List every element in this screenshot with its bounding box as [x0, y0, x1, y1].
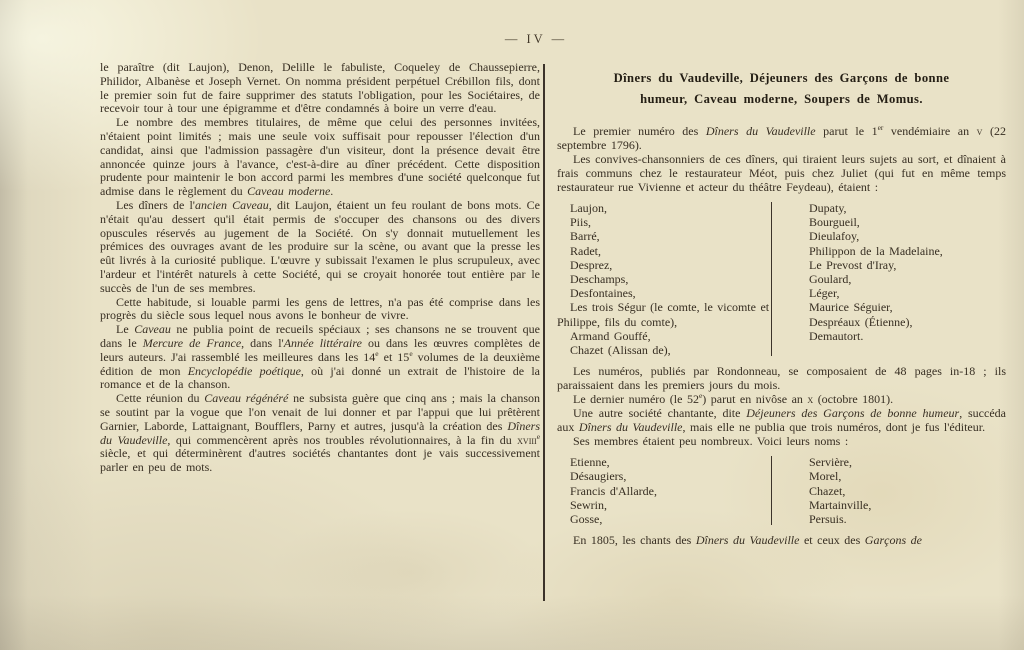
paragraph: [557, 364, 1006, 392]
right-column: [557, 68, 1006, 547]
name-item: Léger,: [809, 286, 840, 301]
text-run: Caveau: [134, 322, 171, 337]
column-divider-rule: [543, 64, 545, 601]
text-run: , dit Laujon, étaient un feu roulant de bons mots. Ce n'était qu'au dessert qu'il était permis de s'occuper des chansons ou des divers opuscules réservés au jugement de la Société. On s'y donnait mutuellement les prémices des ouvrages avant de les produire sur la scène, ou avant que la presse les eût livrés à la curiosité publique. L'œuvre y subissait l'examen le plus scrupuleux, avec l'ardeur et l'intérêt naturels à cette Société, qui se croyait honorée tout entière par le succès de l'un de ses membres.: [100, 197, 540, 295]
name-item: Laujon,: [570, 201, 607, 215]
paragraph: [557, 152, 1006, 194]
name-item: Morel,: [809, 469, 842, 484]
text-run: siècle, et qui déterminèrent d'autres sociétés chantantes dont je vais successivement parler en peu de mots.: [100, 446, 540, 475]
text-run: et 15: [378, 349, 410, 364]
name-item: Servière,: [809, 455, 852, 470]
text-run: (octobre 1801).: [813, 392, 894, 407]
text-run: ancien Caveau: [194, 197, 269, 212]
text-run: Les numéros, publiés par Rondonneau, se composaient de 48 pages in-18 ; ils paraissaient dans les premiers jours du mois.: [557, 364, 1006, 393]
text-run: Encyclopédie poétique: [187, 363, 301, 378]
name-item: Martainville,: [809, 497, 872, 512]
text-run: e: [698, 391, 703, 401]
name-list-divider-rule: [771, 456, 772, 525]
name-item: Gosse,: [570, 512, 603, 527]
text-run: Déjeuners des Garçons de bonne humeur: [746, 406, 960, 421]
paragraph: [557, 124, 1006, 152]
text-run: (22 septembre 1796).: [557, 124, 1007, 152]
text-run: parut le 1: [815, 124, 878, 138]
text-run: Le premier numéro des: [573, 124, 706, 138]
text-run: et ceux des: [799, 533, 865, 548]
name-item: Dieulafoy,: [809, 229, 860, 244]
text-run: Le nombre des membres titulaires, de même que celui des personnes invitées, n'étaient point limités ; mais une seule voix suffisait pour repousser l'élection d'un candidat, ainsi que l'admission passagère d'un visiteur, dont la présence devait être annoncée quinze jours à l'avance, c'est-à-dire au dîner précédent. Cette disposition prudente pour maintenir le bon accord parmi les membres d'une société quelconque fut admise dans le règlement du: [100, 115, 540, 199]
right-intro-paragraphs: [557, 124, 1006, 194]
right-closing-paragraph: [557, 533, 1006, 547]
diners-du-vaudeville-members-list: [557, 201, 1006, 357]
text-run: e: [375, 348, 379, 358]
name-item: Chazet (Alissan de),: [570, 343, 671, 358]
text-run: Cette réunion du: [116, 391, 205, 406]
text-run: Les convives-chansonniers de ces dîners, qui tiraient leurs sujets au sort, et dînaient à frais communs chez le restaurateur Méot, puis chez Juliet (qui fut en même temps restaurateur rue Vivienne et acteur du théâtre Feydeau), étaient :: [557, 152, 1006, 194]
text-run: er: [877, 123, 884, 132]
paragraph: [100, 323, 540, 392]
name-item: Sewrin,: [570, 497, 607, 512]
text-run: Caveau moderne: [247, 184, 331, 199]
name-list-right: [770, 201, 1006, 357]
name-item: Etienne,: [570, 455, 610, 470]
paragraph: [557, 406, 1006, 434]
name-item: Philippon de la Madelaine,: [809, 243, 943, 258]
text-run: ne subsista guère que cinq ans ; mais la chanson se soutint par la vogue que l'on venait de lui donner et par l'appui que lui prêtèrent Garnier, Laborde, Lattaignant, Boufflers, Parny et autres, jusqu'à la création des: [100, 391, 540, 433]
paragraph: [100, 392, 540, 475]
name-item: Les trois Ségur (le comte, le vicomte et Philippe, fils du comte),: [557, 300, 770, 329]
name-item: Persuis.: [809, 512, 847, 527]
text-run: Année littéraire: [283, 335, 362, 350]
paragraph: [100, 296, 540, 324]
text-run: le paraître (dit Laujon), Denon, Delille le fabuliste, Coqueley de Chaussepierre, Philidor, Albanèse et Joseph Vernet. On nomma président perpétuel Crébillon fils, dont le premier soin fut de faire supprimer des statuts l'obligation, pour les Sociétaires, de recevoir tour à tour une épigramme et d'être condamnés à boire un verre d'eau.: [100, 60, 540, 116]
name-item: Piis,: [570, 215, 592, 230]
name-item: Francis d'Allarde,: [570, 483, 657, 498]
text-run: , où j'ai donné un extrait de l'histoire de la romance et de la chanson.: [100, 363, 541, 392]
text-run: Dîners du Vaudeville: [695, 533, 800, 548]
name-item: Bourgueil,: [809, 215, 860, 230]
name-item: Désaugiers,: [570, 469, 627, 484]
name-item: Dupaty,: [809, 201, 847, 215]
name-item: Maurice Séguier,: [809, 300, 893, 315]
name-list-left: [557, 455, 770, 526]
section-heading-line1: Dîners du Vaudeville, Déjeuners des Garçons de bonne: [613, 71, 950, 85]
text-run: Cette habitude, si louable parmi les gens de lettres, n'a pas été comprise dans les progrès du siècle sous lequel nous avons le bonheur de vivre.: [100, 294, 540, 323]
name-item: Le Prevost d'Iray,: [809, 257, 897, 272]
garcons-de-bonne-humeur-members-list: [557, 455, 1006, 526]
right-middle-paragraphs: [557, 364, 1006, 448]
text-run: v: [976, 124, 983, 138]
name-item: Radet,: [570, 243, 601, 258]
name-item: Desprez,: [570, 257, 613, 272]
name-list-right: [770, 455, 1006, 526]
text-run: xviii: [517, 432, 537, 447]
text-run: ne publia point de recueils spéciaux ; ses chansons ne se trouvent que dans le: [100, 322, 540, 350]
text-run: vendémiaire an: [883, 124, 977, 138]
text-run: Le: [116, 322, 135, 337]
section-heading-line2: humeur, Caveau moderne, Soupers de Momus.: [640, 92, 923, 106]
text-run: Dîners du Vaudeville: [100, 418, 540, 447]
text-run: , qui commencèrent après nos troubles révolutionnaires, à la fin du: [167, 432, 518, 447]
text-run: , mais elle ne publia que trois numéros, dont je fus l'éditeur.: [682, 420, 986, 435]
text-run: e: [409, 348, 413, 358]
text-run: Une autre société chantante, dite: [573, 406, 747, 421]
paragraph: [100, 199, 540, 296]
name-list-left: [557, 201, 770, 357]
paragraph: [100, 116, 540, 199]
text-run: ou dans les œuvres complètes de leurs auteurs. J'ai rassemblé les meilleures dans les 14: [100, 335, 541, 364]
text-run: volumes de la deuxième édition de mon: [100, 349, 541, 378]
name-item: Despréaux (Étienne),: [809, 314, 913, 329]
paragraph: [100, 61, 540, 116]
text-run: , succéda aux: [557, 406, 1006, 435]
text-run: ) parut en nivôse an: [702, 392, 808, 407]
text-run: Les dîners de l': [116, 197, 195, 212]
name-item: Goulard,: [809, 272, 852, 287]
name-item: Barré,: [570, 229, 600, 244]
paragraph: [557, 392, 1006, 406]
text-run: En 1805, les chants des: [573, 533, 696, 548]
section-heading: [563, 68, 1000, 110]
paragraph: [557, 434, 1006, 448]
name-item: Desfontaines,: [570, 286, 636, 301]
name-item: Demautort.: [809, 328, 864, 343]
left-column: [100, 61, 540, 475]
name-item: Deschamps,: [570, 272, 629, 287]
text-run: Le dernier numéro (le 52: [573, 392, 699, 407]
text-run: Dîners du Vaudeville: [705, 124, 816, 138]
text-run: Caveau régénéré: [204, 391, 289, 406]
page-number: — IV —: [504, 32, 568, 46]
text-run: Dîners du Vaudeville: [578, 420, 683, 435]
paragraph: [557, 533, 1006, 547]
name-list-divider-rule: [771, 202, 772, 356]
text-run: Garçons de: [864, 533, 922, 548]
text-run: .: [330, 184, 334, 199]
text-run: , dans l': [241, 335, 284, 350]
text-run: x: [807, 392, 814, 407]
name-item: Armand Gouffé,: [570, 328, 651, 343]
text-run: e: [536, 431, 540, 441]
text-run: Mercure de France: [142, 335, 242, 350]
name-item: Chazet,: [809, 483, 846, 498]
text-run: Ses membres étaient peu nombreux. Voici leurs noms :: [573, 434, 849, 449]
